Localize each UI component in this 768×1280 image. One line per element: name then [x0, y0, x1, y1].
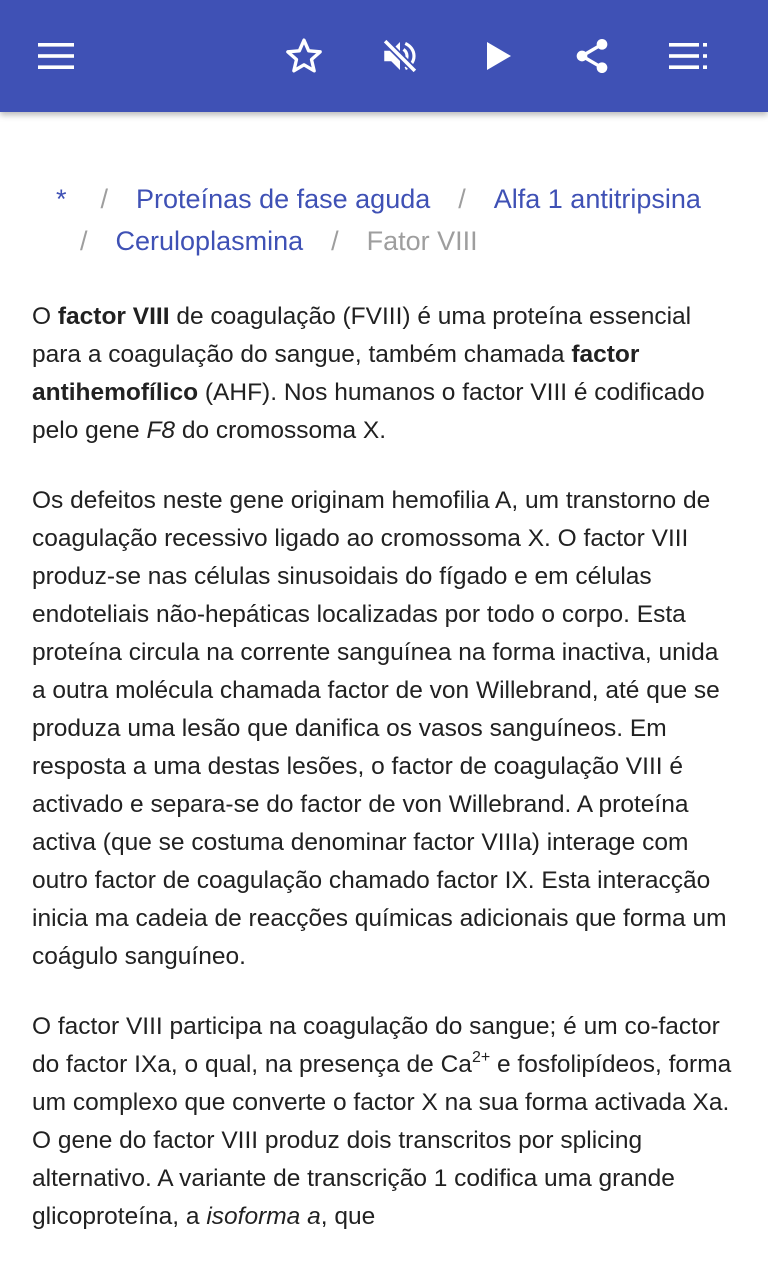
- article-body: [32, 298, 738, 1268]
- text-span: O factor VIII participa na coagulação do sangue; é um co-factor do factor IXa, o qual, na presença de Ca: [32, 1013, 720, 1078]
- share-button[interactable]: [560, 24, 624, 88]
- breadcrumb-link-ceruloplasmina[interactable]: Ceruloplasmina: [115, 226, 304, 256]
- breadcrumb: [32, 178, 736, 262]
- text-span: , que: [320, 1203, 376, 1230]
- bold-term: factor VIII: [57, 303, 170, 330]
- star-outline-icon: [284, 36, 324, 76]
- menu-button[interactable]: [24, 24, 88, 88]
- volume-off-icon: [379, 35, 421, 77]
- breadcrumb-separator: /: [458, 184, 466, 214]
- text-span: do cromossoma X.: [175, 417, 387, 444]
- breadcrumb-root-link[interactable]: *: [56, 184, 67, 214]
- list-icon: [669, 43, 707, 69]
- menu-icon: [38, 43, 74, 69]
- paragraph-function: [32, 1008, 738, 1236]
- play-button[interactable]: [466, 24, 530, 88]
- mute-button[interactable]: [368, 24, 432, 88]
- breadcrumb-separator: /: [100, 184, 109, 214]
- breadcrumb-separator: /: [80, 226, 88, 256]
- app-bar: [0, 0, 768, 112]
- share-icon: [572, 36, 612, 76]
- superscript: 2+: [471, 1049, 491, 1066]
- table-of-contents-button[interactable]: [656, 24, 720, 88]
- text-span: O: [32, 303, 58, 330]
- breadcrumb-link-alfa-1-antitripsina[interactable]: Alfa 1 antitripsina: [493, 184, 701, 214]
- breadcrumb-link-proteinas-fase-aguda[interactable]: Proteínas de fase aguda: [136, 184, 431, 214]
- text-span: de coagulação (FVIII) é uma proteína essencial para a coagulação do sangue, também chamada: [32, 303, 692, 368]
- play-icon: [483, 40, 513, 72]
- gene-name: F8: [146, 417, 176, 444]
- bold-term: factor antihemofílico: [32, 341, 640, 406]
- paragraph-defects: Os defeitos neste gene originam hemofilia A, um transtorno de coagulação recessivo ligado ao cromossoma X. O factor VIII produz-se nas células sinusoidais do fígado e em células endoteliais não-hepáticas localizadas por todo o corpo. Esta proteína circula na corrente sanguínea na forma inactiva, unida a outra molécula chamada factor de von Willebrand, até que se produza uma lesão que danifica os vasos sanguíneos. Em resposta a uma destas lesões, o factor de coagulação VIII é activado e separa-se do factor de von Willebrand. A proteína activa (que se costuma denominar factor VIIIa) interage com outro factor de coagulação chamado factor IX. Esta interacção inicia ma cadeia de reacções químicas adicionais que forma um coágulo sanguíneo.: [32, 487, 727, 970]
- bookmark-button[interactable]: [272, 24, 336, 88]
- text-span: e fosfolipídeos, forma um complexo que converte o factor X na sua forma activada Xa. O gene do factor VIII produz dois transcritos por splicing alternativo. A variante de transcrição 1 codifica uma grande glicoproteína, a: [32, 1051, 732, 1230]
- paragraph-intro: [32, 298, 738, 450]
- isoform-name: isoforma a: [206, 1203, 321, 1230]
- text-span: (AHF). Nos humanos o factor VIII é codificado pelo gene: [32, 379, 705, 444]
- breadcrumb-current: Fator VIII: [366, 226, 478, 256]
- breadcrumb-separator: /: [331, 226, 339, 256]
